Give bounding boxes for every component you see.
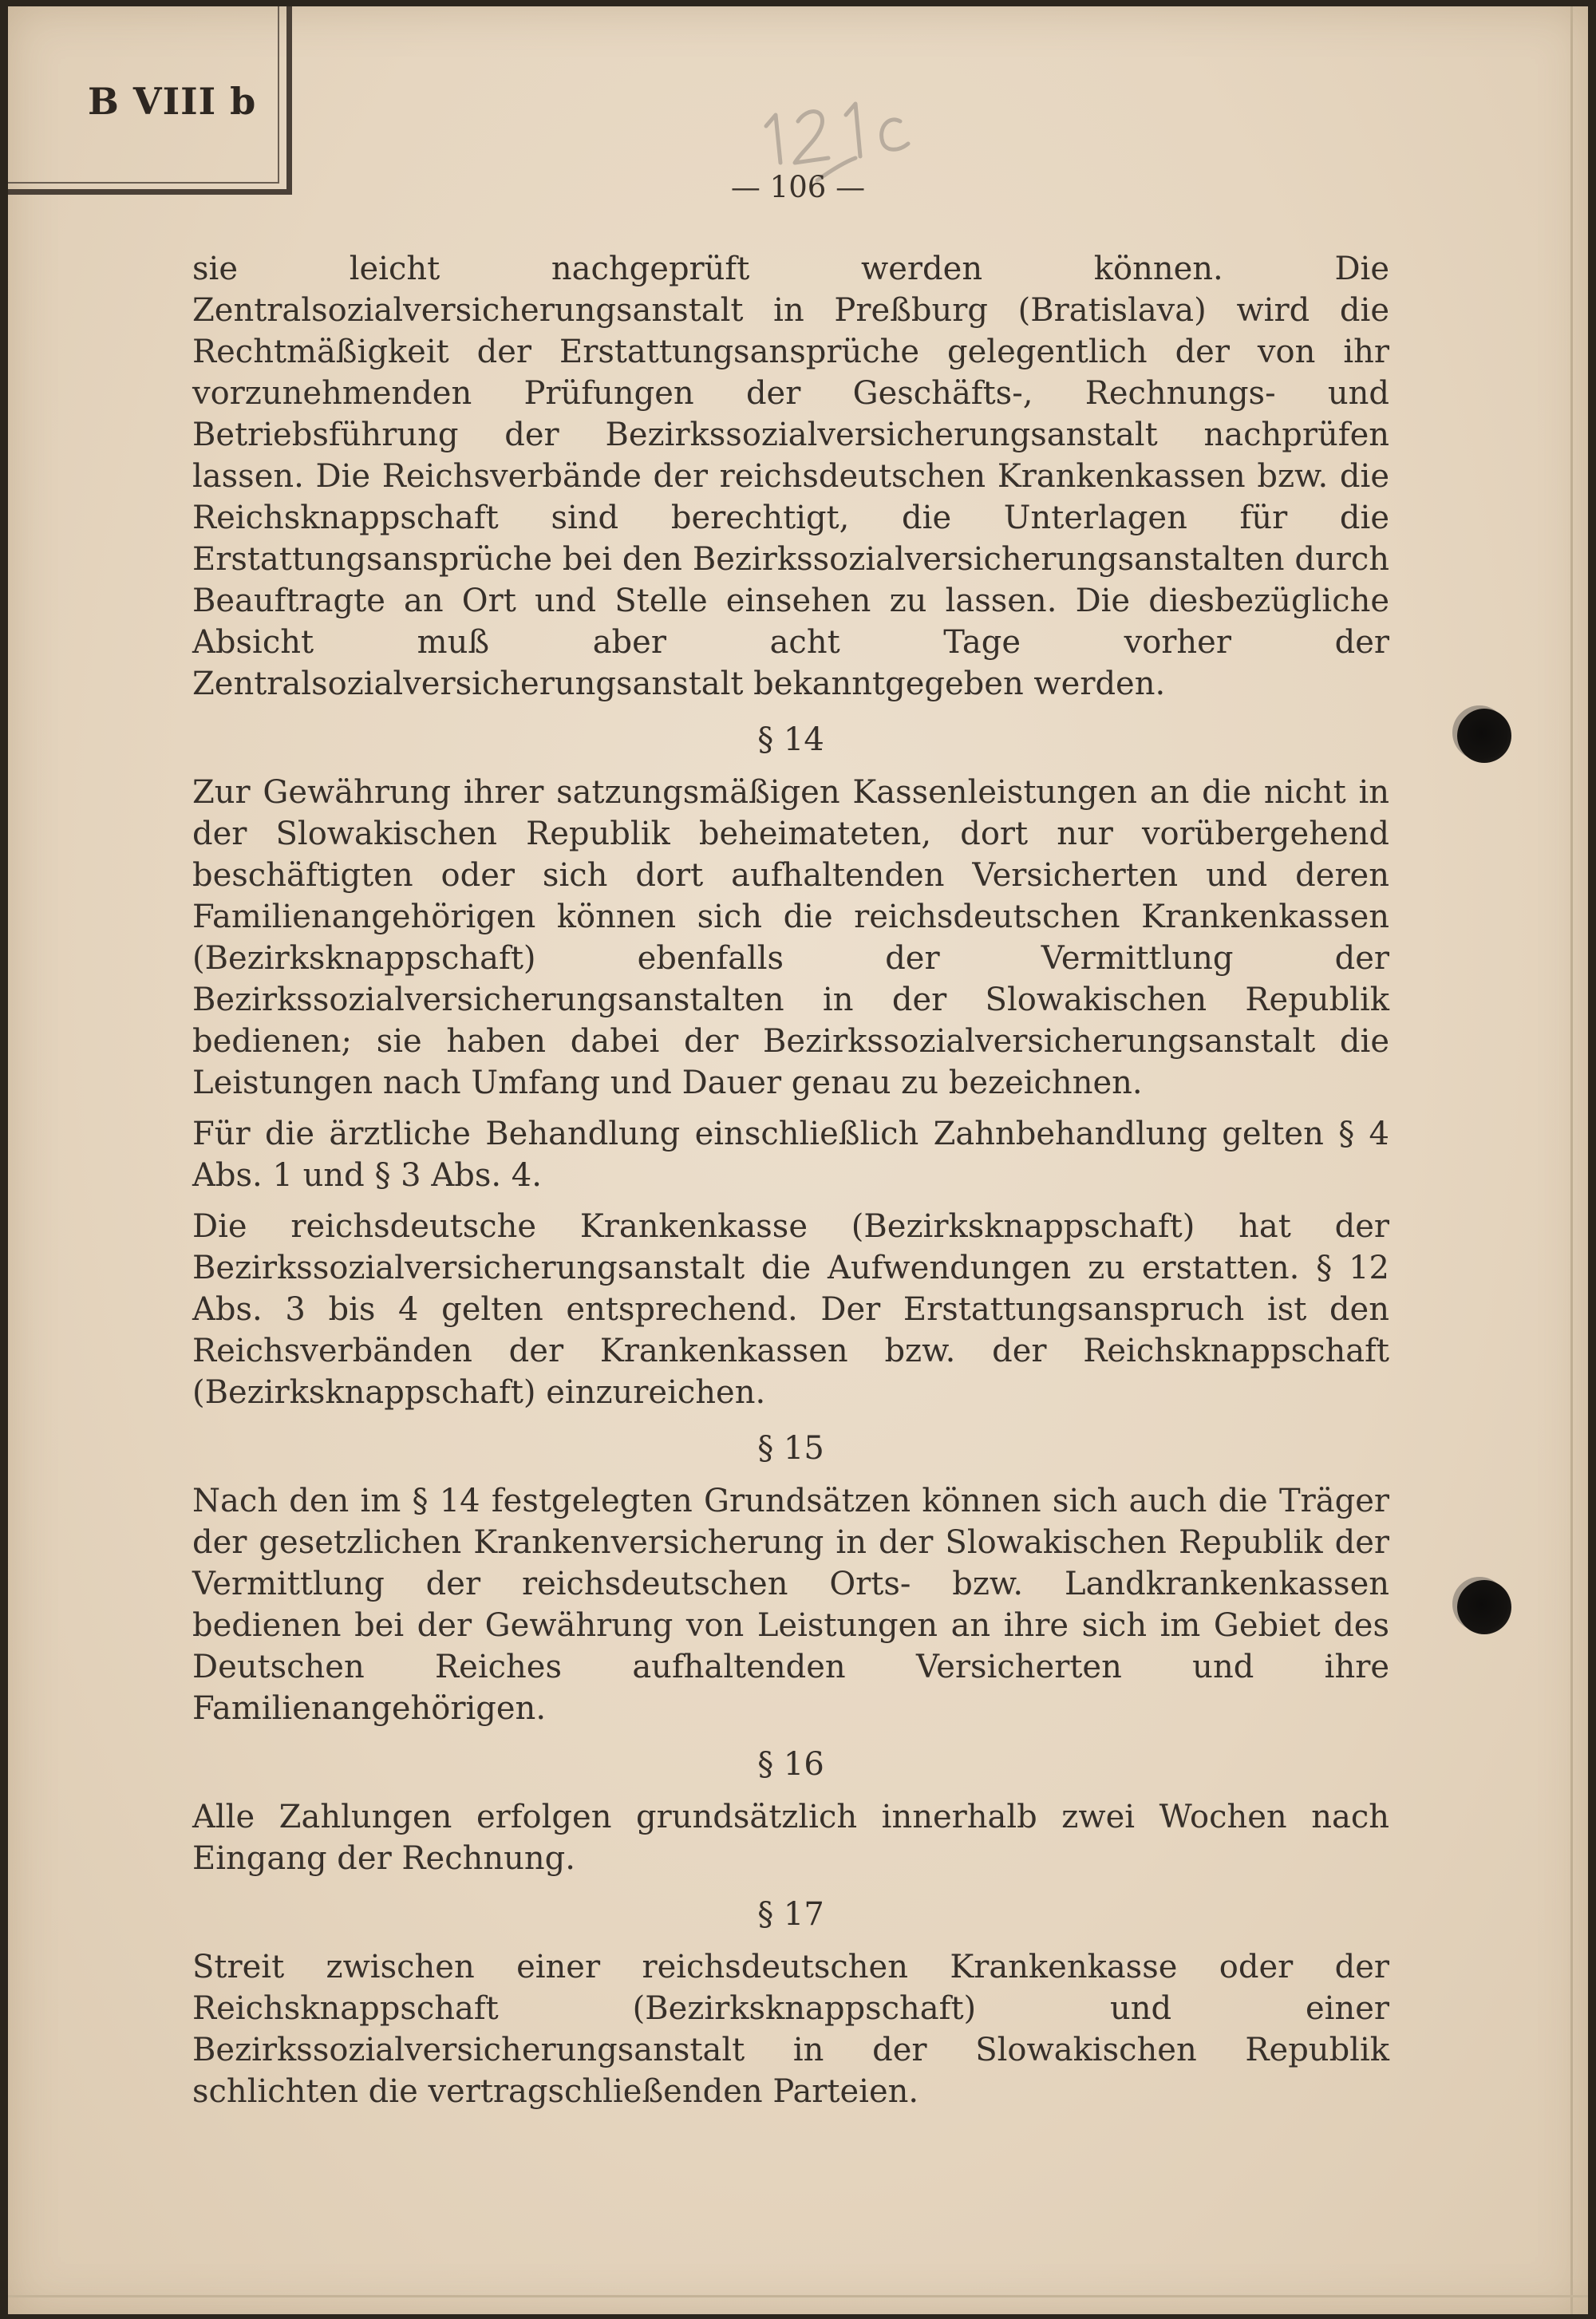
section-14-paragraph-2: Für die ärztliche Behandlung einschließlich Zahnbehandlung gelten § 4 Abs. 1 und § 3 Abs. 4. bbox=[192, 1116, 1389, 1194]
page-edge-line bbox=[1570, 6, 1573, 2314]
punch-hole-top bbox=[1457, 709, 1511, 763]
document-page bbox=[8, 6, 1588, 2314]
punch-hole-bottom bbox=[1457, 1580, 1511, 1634]
intro-paragraph: sie leicht nachgeprüft werden können. Die Zentralsozialversicherungsanstalt in Preßburg (Bratislava) wird die Rechtmäßigkeit der Erstattungsansprüche gelegentlich der von ihr vorzunehmenden Prüfungen der Geschäfts-, Rechnungs- und Betriebsführung der Bezirkssozialversicherungsanstalt nachprüfen lassen. Die Reichsverbände der reichsdeutschen Krankenkassen bzw. die Reichsknappschaft sind berechtigt, die Unterlagen für die Erstattungsansprüche bei den Bezirkssozialversicherungsanstalten durch Beauftragte an Ort und Stelle einsehen zu lassen. Die diesbezügliche Absicht muß aber acht Tage vorher der Zentralsozialversicherungsanstalt bekanntgegeben werden. bbox=[192, 251, 1389, 702]
section-15-paragraph-1: Nach den im § 14 festgelegten Grundsätzen können sich auch die Träger der gesetzlichen Krankenversicherung in der Slowakischen Republik der Vermittlung der reichsdeutschen Orts- bzw. Landkrankenkassen bedienen bei der Gewährung von Leistungen an ihre sich im Gebiet des Deutschen Reiches aufhaltenden Versicherten und ihre Familienangehörigen. bbox=[192, 1483, 1389, 1727]
section-16-paragraph-1: Alle Zahlungen erfolgen grundsätzlich innerhalb zwei Wochen nach Eingang der Rechnung. bbox=[192, 1799, 1389, 1877]
section-heading-14: § 14 bbox=[757, 721, 824, 758]
file-tab-label: B VIII b bbox=[88, 80, 257, 123]
page-edge-line-bottom bbox=[8, 2295, 1588, 2297]
section-17-paragraph-1: Streit zwischen einer reichsdeutschen Krankenkasse oder der Reichsknappschaft (Bezirksknappschaft) und einer Bezirkssozialversicherungsanstalt in der Slowakischen Republik schlichten die vertragschließenden Parteien. bbox=[192, 1949, 1389, 2110]
section-heading-15: § 15 bbox=[757, 1430, 824, 1467]
section-heading-16: § 16 bbox=[757, 1746, 824, 1783]
page-number: — 106 — bbox=[730, 170, 866, 204]
section-14-paragraph-3: Die reichsdeutsche Krankenkasse (Bezirksknappschaft) hat der Bezirkssozialversicherungsanstalt die Aufwendungen zu erstatten. § 12 Abs. 3 bis 4 gelten entsprechend. Der Erstattungsanspruch ist den Reichsverbänden der Krankenkassen bzw. der Reichsknappschaft (Bezirksknappschaft) einzureichen. bbox=[192, 1208, 1389, 1411]
document-body bbox=[192, 248, 1389, 2122]
file-tab-box bbox=[8, 6, 292, 195]
section-heading-17: § 17 bbox=[757, 1896, 824, 1933]
section-14-paragraph-1: Zur Gewährung ihrer satzungsmäßigen Kassenleistungen an die nicht in der Slowakischen Republik beheimateten, dort nur vorübergehend beschäftigten oder sich dort aufhaltenden Versicherten und deren Familienangehörigen können sich die reichsdeutschen Krankenkassen (Bezirksknappschaft) ebenfalls der Vermittlung der Bezirkssozialversicherungsanstalten in der Slowakischen Republik bedienen; sie haben dabei der Bezirkssozialversicherungsanstalt die Leistungen nach Umfang und Dauer genau zu bezeichnen. bbox=[192, 774, 1389, 1101]
